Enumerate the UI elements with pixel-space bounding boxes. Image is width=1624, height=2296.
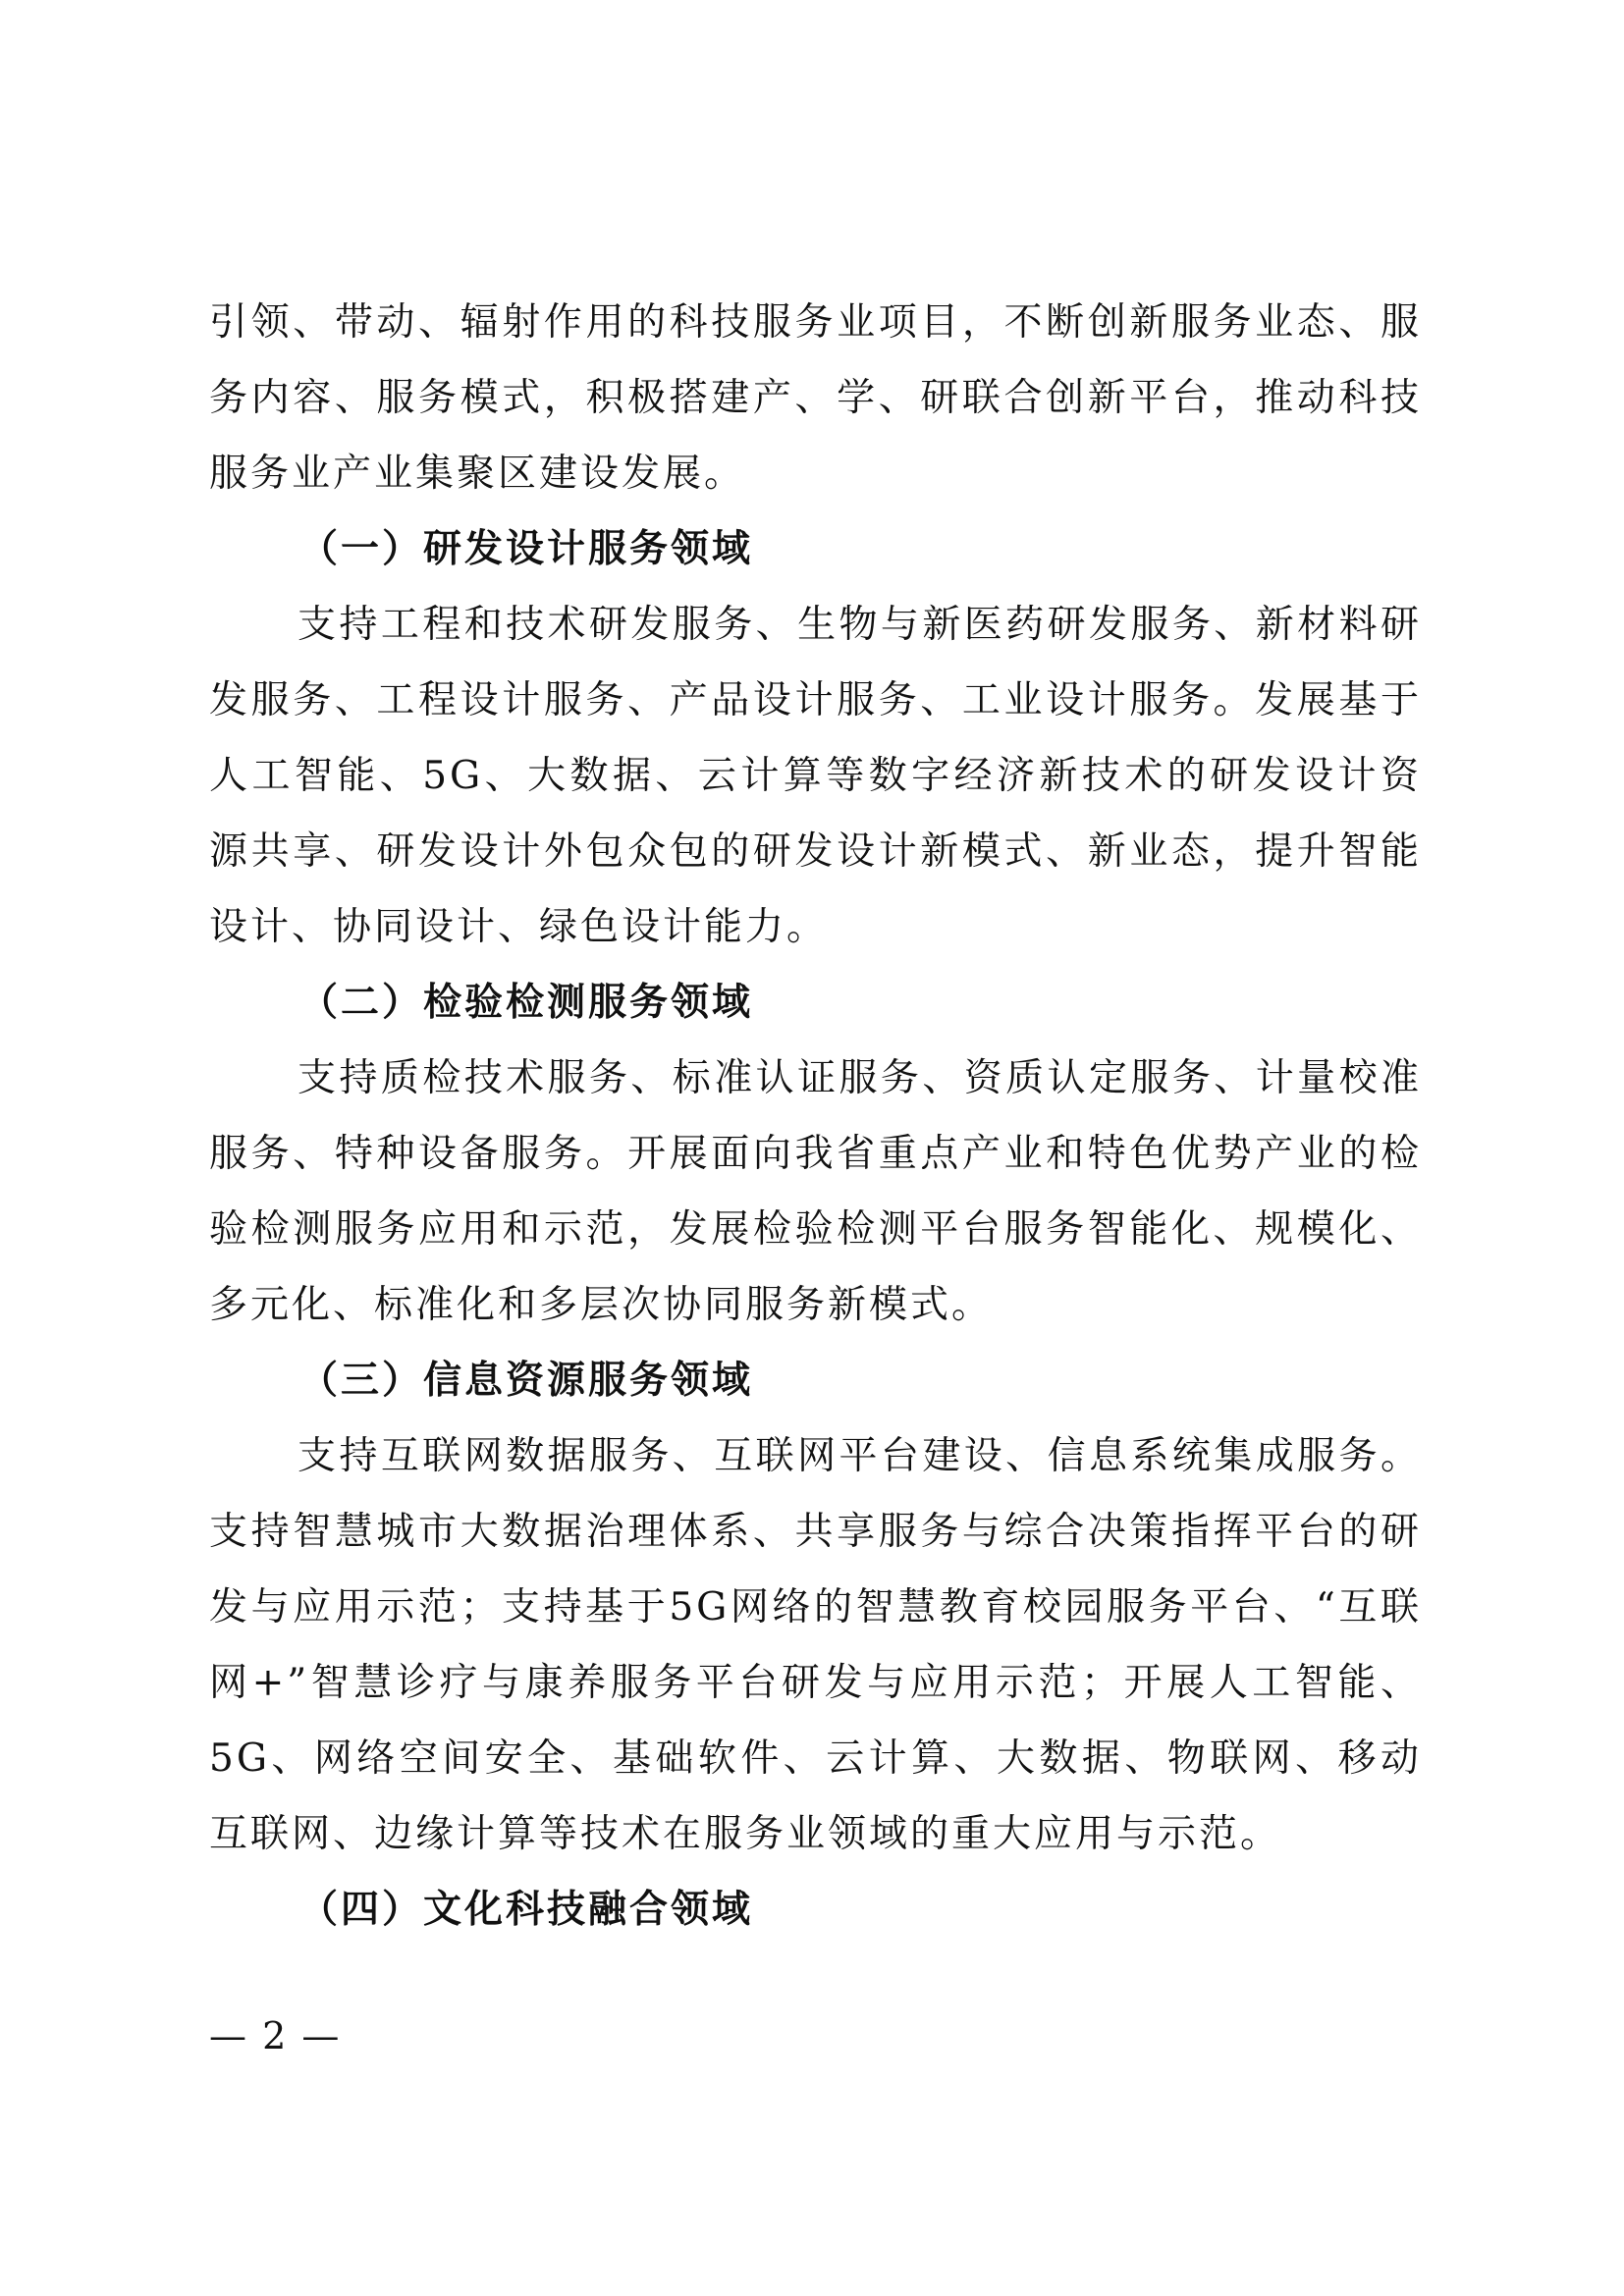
paragraph-intro-continuation: 引领、带动、辐射作用的科技服务业项目，不断创新服务业态、服务内容、服务模式，积极搭建产、学、研联合创新平台，推动科技服务业产业集聚区建设发展。: [209, 300, 1422, 496]
paragraph-inspection-testing: 支持质检技术服务、标准认证服务、资质认定服务、计量校准服务、特种设备服务。开展面向我省重点产业和特色优势产业的检验检测服务应用和示范，发展检验检测平台服务智能化、规模化、多元化、标准化和多层次协同服务新模式。: [209, 1056, 1422, 1327]
paragraph-information-resources: 支持互联网数据服务、互联网平台建设、信息系统集成服务。支持智慧城市大数据治理体系、共享服务与综合决策指挥平台的研发与应用示范；支持基于5G网络的智慧教育校园服务平台、“互联网+”智慧诊疗与康养服务平台研发与应用示范；开展人工智能、5G、网络空间安全、基础软件、云计算、大数据、物联网、移动互联网、边缘计算等技术在服务业领域的重大应用与示范。: [209, 1434, 1422, 1856]
paragraph-rd-design: 支持工程和技术研发服务、生物与新医药研发服务、新材料研发服务、工程设计服务、产品设计服务、工业设计服务。发展基于人工智能、5G、大数据、云计算等数字经济新技术的研发设计资源共享、研发设计外包众包的研发设计新模式、新业态，提升智能设计、协同设计、绿色设计能力。: [209, 603, 1422, 949]
page-number: — 2 —: [209, 2014, 342, 2057]
document-body: [209, 285, 1422, 1948]
section-heading-rd-design: （一）研发设计服务领域: [299, 527, 754, 571]
section-heading-information-resources: （三）信息资源服务领域: [299, 1359, 754, 1403]
section-heading-culture-technology: （四）文化科技融合领域: [299, 1888, 754, 1932]
section-heading-inspection-testing: （二）检验检测服务领域: [299, 981, 754, 1025]
